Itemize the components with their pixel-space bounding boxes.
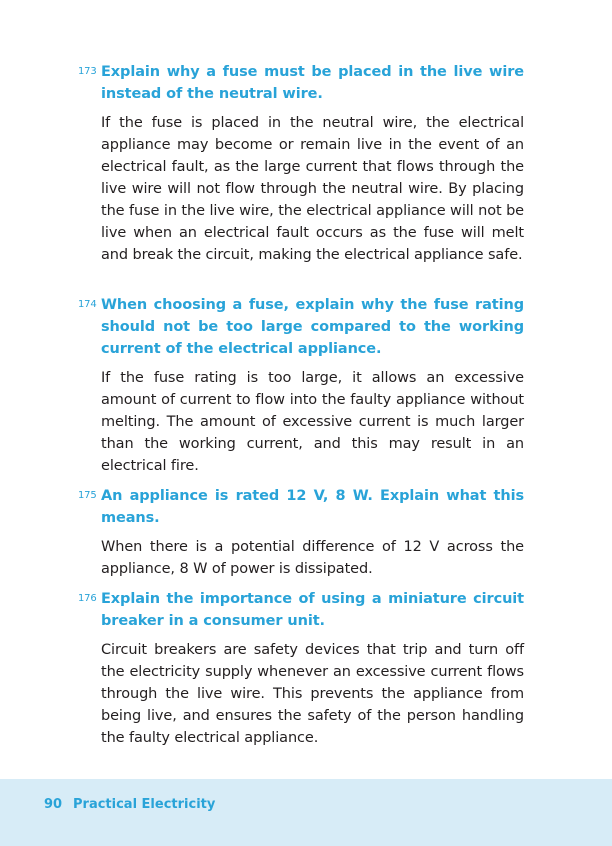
qa-item-174: [78, 294, 524, 477]
question-row: [78, 294, 524, 360]
question-row: [78, 485, 524, 529]
chapter-title: Practical Electricity: [73, 797, 216, 812]
answer-text: If the fuse rating is too large, it allows an excessive amount of current to flow into the faulty appliance without melting. The amount of excessive current is much larger than the working current, and this may result in an electrical fire.: [101, 370, 524, 474]
question-number: 173: [78, 66, 97, 77]
qa-item-176: [78, 588, 524, 749]
qa-item-173: [78, 61, 524, 266]
question-row: [78, 588, 524, 632]
question-number: 174: [78, 299, 97, 310]
question-text: Explain the importance of using a miniature circuit breaker in a consumer unit.: [101, 591, 524, 629]
answer-text: Circuit breakers are safety devices that trip and turn off the electricity supply whenever an excessive current flows through the live wire. This prevents the appliance from being live, and ensures the safety of the person handling the faulty electrical appliance.: [101, 642, 524, 746]
question-text: When choosing a fuse, explain why the fuse rating should not be too large compared to the working current of the electrical appliance.: [101, 297, 524, 357]
page-footer: [0, 779, 612, 846]
page-number: 90: [44, 797, 63, 812]
question-number: 175: [78, 490, 97, 501]
question-row: [78, 61, 524, 105]
qa-item-175: [78, 485, 524, 580]
answer-text: If the fuse is placed in the neutral wire, the electrical appliance may become or remain live in the event of an electrical fault, as the large current that flows through the live wire will not flow through the neutral wire. By placing the fuse in the live wire, the electrical appliance will not be live when an electrical fault occurs as the fuse will melt and break the circuit, making the electrical appliance safe.: [101, 115, 524, 263]
question-text: An appliance is rated 12 V, 8 W. Explain what this means.: [101, 488, 524, 526]
question-number: 176: [78, 593, 97, 604]
answer-text: When there is a potential difference of 12 V across the appliance, 8 W of power is dissipated.: [101, 539, 524, 577]
question-text: Explain why a fuse must be placed in the live wire instead of the neutral wire.: [101, 64, 524, 102]
